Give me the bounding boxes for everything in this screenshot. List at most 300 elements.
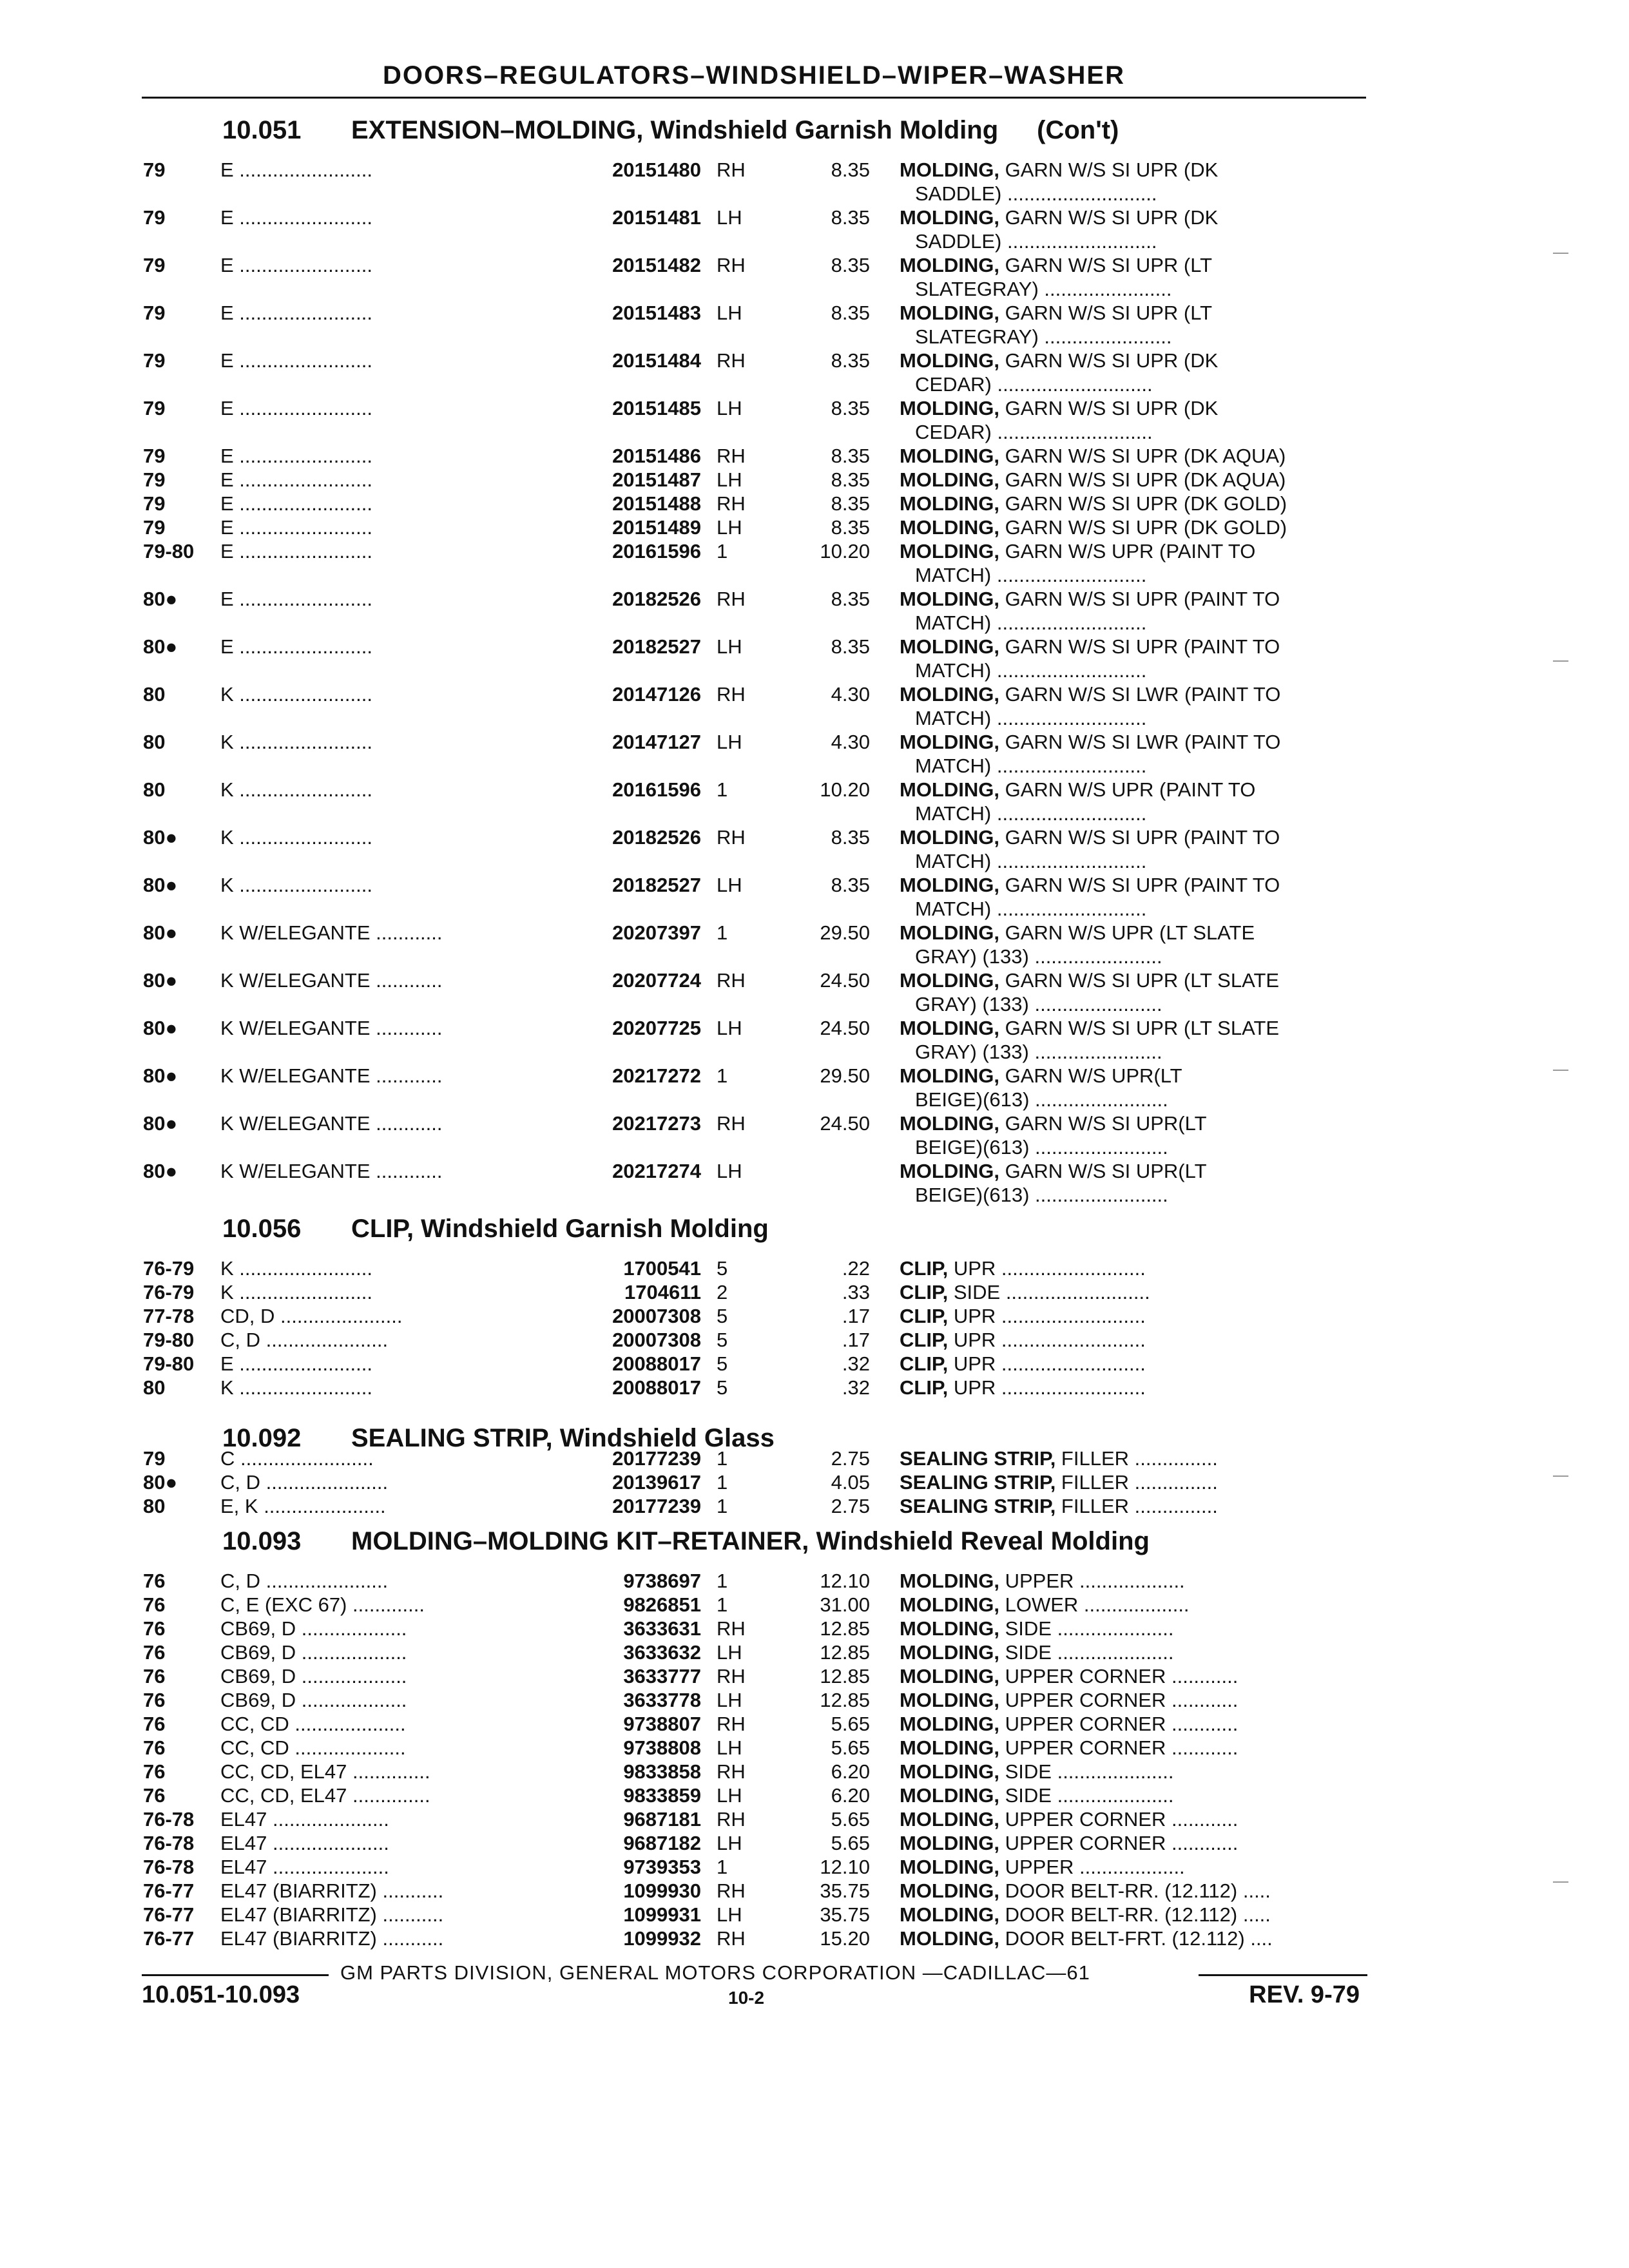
description-text: UPPER ................... [999,1856,1185,1878]
price-cell: 29.50 [820,1064,870,1087]
year-cell: 76-78 [143,1856,195,1878]
description-cell [900,1736,1367,1760]
style-cell: C, D ...................... [220,1570,389,1592]
description-text: GARN W/S SI UPR (DK AQUA) [999,445,1286,467]
table-row-continuation [0,706,1629,730]
description-keyword: CLIP, [900,1305,949,1327]
style-cell: K ........................ [220,731,372,753]
description-continuation: SADDLE) ........................... [915,182,1157,205]
description-keyword: MOLDING, [900,1064,999,1087]
description-text: UPPER CORNER ............ [999,1689,1239,1711]
year-cell: 79-80 [143,540,195,562]
description-cell [900,1376,1367,1399]
description-keyword: MOLDING, [900,1903,999,1926]
price-cell: 35.75 [820,1879,870,1902]
price-cell: 12.85 [820,1665,870,1687]
description-keyword: MOLDING, [900,1017,999,1039]
description-keyword: MOLDING, [900,588,999,610]
description-text: UPR .......................... [948,1352,1146,1375]
part-number-cell: 20088017 [612,1376,701,1399]
price-cell: 15.20 [820,1927,870,1950]
footer-rule-left [142,1974,329,1976]
description-text: SIDE .......................... [948,1281,1150,1303]
year-cell: 80 [143,683,166,706]
description-text: SIDE ..................... [999,1641,1174,1664]
year-cell: 79 [143,516,166,539]
quantity-cell: LH [717,1784,742,1807]
quantity-cell: LH [717,397,742,419]
year-cell: 79-80 [143,1352,195,1375]
style-cell: E ........................ [220,254,372,276]
part-number-cell: 3633632 [623,1641,701,1664]
table-row [0,1593,1629,1617]
part-number-cell: 1099931 [623,1903,701,1926]
quantity-cell: 1 [717,1570,728,1592]
quantity-cell: RH [717,254,746,276]
part-number-cell: 1099930 [623,1879,701,1902]
footer-publisher: GM PARTS DIVISION, GENERAL MOTORS CORPORATION —CADILLAC—61 [340,1961,1090,1984]
style-cell: CB69, D ................... [220,1689,407,1711]
year-cell: 80● [143,826,178,849]
description-cell [900,1712,1367,1736]
part-number-cell: 20207397 [612,921,701,944]
description-cell [900,158,1367,182]
description-cell [900,1640,1367,1664]
style-cell: K ........................ [220,778,372,801]
table-row [0,1640,1629,1664]
description-keyword: MOLDING, [900,921,999,944]
description-text: GARN W/S SI UPR (DK [999,206,1219,229]
year-cell: 79 [143,397,166,419]
quantity-cell: RH [717,1760,746,1783]
price-cell: 4.30 [831,731,870,753]
description-text: LOWER ................... [999,1593,1190,1616]
style-cell: E ........................ [220,206,372,229]
price-cell: 8.35 [831,588,870,610]
description-keyword: MOLDING, [900,302,999,324]
table-row-continuation [0,849,1629,873]
price-cell: 12.10 [820,1570,870,1592]
quantity-cell: LH [717,1689,742,1711]
description-continuation: GRAY) (133) ....................... [915,993,1162,1015]
part-number-cell: 9739353 [623,1856,701,1878]
table-row [0,730,1629,754]
year-cell: 76 [143,1689,166,1711]
description-continuation: GRAY) (133) ....................... [915,945,1162,968]
description-cell [900,921,1367,945]
description-text: GARN W/S SI UPR (DK [999,397,1219,419]
quantity-cell: RH [717,1112,746,1135]
year-cell: 76 [143,1570,166,1592]
quantity-cell: 1 [717,921,728,944]
part-number-cell: 20151483 [612,302,701,324]
style-cell: K W/ELEGANTE ............ [220,1112,443,1135]
description-keyword: CLIP, [900,1281,949,1303]
price-cell: 8.35 [831,468,870,491]
part-number-cell: 3633778 [623,1689,701,1711]
description-text: GARN W/S SI UPR (DK [999,349,1219,372]
style-cell: CB69, D ................... [220,1641,407,1664]
description-text: UPR .......................... [948,1376,1146,1399]
part-number-cell: 1099932 [623,1927,701,1950]
table-row [0,539,1629,563]
margin-mark [1553,1881,1568,1883]
part-number-cell: 20139617 [612,1471,701,1494]
price-cell: 8.35 [831,206,870,229]
table-row [0,587,1629,611]
price-cell: 12.85 [820,1641,870,1664]
description-cell [900,1617,1367,1640]
part-number-cell: 20147127 [612,731,701,753]
description-text: GARN W/S SI UPR(LT [999,1160,1207,1182]
section-title: EXTENSION–MOLDING, Windshield Garnish Molding [351,116,999,144]
price-cell: 8.35 [831,445,870,467]
year-cell: 80● [143,921,178,944]
description-text: GARN W/S UPR (PAINT TO [999,778,1256,801]
quantity-cell: 1 [717,1856,728,1878]
quantity-cell: LH [717,1160,742,1182]
quantity-cell: 5 [717,1352,728,1375]
description-text: GARN W/S SI UPR (PAINT TO [999,874,1280,896]
price-cell: 5.65 [831,1808,870,1831]
style-cell: E ........................ [220,540,372,562]
description-keyword: MOLDING, [900,349,999,372]
table-row [0,1664,1629,1688]
table-row [0,253,1629,277]
description-keyword: CLIP, [900,1376,949,1399]
section-heading [222,1215,769,1244]
style-cell: EL47 ..................... [220,1808,389,1831]
table-row [0,778,1629,802]
description-continuation: MATCH) ........................... [915,898,1147,920]
description-cell [900,1688,1367,1712]
table-row [0,1617,1629,1640]
footer-section-range: 10.051-10.093 [142,1981,300,2008]
table-row [0,1783,1629,1807]
style-cell: K ........................ [220,826,372,849]
table-row-continuation [0,1183,1629,1207]
style-cell: K ........................ [220,874,372,896]
description-keyword: MOLDING, [900,1879,999,1902]
style-cell: E ........................ [220,635,372,658]
year-cell: 76-77 [143,1879,195,1902]
table-row-continuation [0,1088,1629,1111]
table-row-continuation [0,945,1629,968]
year-cell: 80 [143,1495,166,1517]
year-cell: 79 [143,468,166,491]
quantity-cell: RH [717,1713,746,1735]
description-text: UPPER CORNER ............ [999,1713,1239,1735]
description-keyword: MOLDING, [900,635,999,658]
style-cell: CC, CD, EL47 .............. [220,1784,430,1807]
description-keyword: MOLDING, [900,1641,999,1664]
price-cell: 8.35 [831,302,870,324]
description-cell [900,1855,1367,1879]
description-keyword: MOLDING, [900,1760,999,1783]
price-cell: 31.00 [820,1593,870,1616]
year-cell: 76-77 [143,1927,195,1950]
style-cell: K W/ELEGANTE ............ [220,1064,443,1087]
part-number-cell: 20151484 [612,349,701,372]
description-text: SIDE ..................... [999,1760,1174,1783]
part-number-cell: 20161596 [612,778,701,801]
description-cell [900,444,1367,468]
quantity-cell: LH [717,731,742,753]
description-cell [900,635,1367,658]
year-cell: 80● [143,1064,178,1087]
quantity-cell: LH [717,302,742,324]
description-keyword: MOLDING, [900,1713,999,1735]
part-number-cell: 20182527 [612,874,701,896]
part-number-cell: 20177239 [612,1495,701,1517]
description-cell [900,1494,1367,1518]
table-row [0,1494,1629,1518]
part-number-cell: 20217274 [612,1160,701,1182]
part-number-cell: 1704611 [624,1281,701,1303]
description-continuation: MATCH) ........................... [915,850,1147,872]
year-cell: 76 [143,1760,166,1783]
style-cell: EL47 (BIARRITZ) ........... [220,1927,444,1950]
table-row [0,1064,1629,1088]
description-continuation: SLATEGRAY) ....................... [915,325,1172,348]
quantity-cell: RH [717,683,746,706]
year-cell: 76 [143,1593,166,1616]
description-cell [900,1111,1367,1135]
part-number-cell: 20151485 [612,397,701,419]
price-cell: 8.35 [831,397,870,419]
style-cell: C ........................ [220,1447,374,1470]
table-row-continuation [0,325,1629,349]
margin-mark [1553,1475,1568,1477]
quantity-cell: LH [717,1017,742,1039]
year-cell: 79 [143,492,166,515]
description-cell [900,825,1367,849]
table-row [0,301,1629,325]
table-row [0,1328,1629,1352]
part-number-cell: 9738808 [623,1736,701,1759]
table-row [0,1688,1629,1712]
style-cell: CC, CD .................... [220,1713,406,1735]
price-cell: .33 [842,1281,870,1303]
description-keyword: SEALING STRIP, [900,1495,1056,1517]
description-cell [900,1664,1367,1688]
year-cell: 76 [143,1713,166,1735]
year-cell: 79-80 [143,1329,195,1351]
quantity-cell: LH [717,206,742,229]
year-cell: 80● [143,969,178,992]
style-cell: C, E (EXC 67) ............. [220,1593,425,1616]
quantity-cell: 1 [717,1447,728,1470]
description-keyword: MOLDING, [900,683,999,706]
description-keyword: MOLDING, [900,206,999,229]
description-cell [900,873,1367,897]
year-cell: 80 [143,778,166,801]
description-cell [900,396,1367,420]
year-cell: 79 [143,254,166,276]
description-continuation: GRAY) (133) ....................... [915,1041,1162,1063]
quantity-cell: RH [717,445,746,467]
table-row-continuation [0,802,1629,825]
footer-page-number: 10-2 [728,1988,765,2008]
quantity-cell: LH [717,1832,742,1854]
style-cell: K ........................ [220,1281,372,1303]
table-row-continuation [0,658,1629,682]
section-heading [222,1527,1150,1556]
description-cell [900,1280,1367,1304]
description-keyword: MOLDING, [900,1593,999,1616]
style-cell: E, K ...................... [220,1495,386,1517]
description-keyword: MOLDING, [900,1665,999,1687]
description-text: GARN W/S UPR (PAINT TO [999,540,1256,562]
part-number-cell: 3633631 [623,1617,701,1640]
description-keyword: MOLDING, [900,159,999,181]
table-row-continuation [0,182,1629,206]
section-heading [222,116,1119,145]
price-cell: 8.35 [831,254,870,276]
description-cell [900,1593,1367,1617]
description-cell [900,1879,1367,1903]
quantity-cell: RH [717,1879,746,1902]
year-cell: 80● [143,1017,178,1039]
part-number-cell: 9687182 [623,1832,701,1854]
description-keyword: MOLDING, [900,1689,999,1711]
quantity-cell: 5 [717,1329,728,1351]
price-cell: .17 [842,1305,870,1327]
table-row-continuation [0,992,1629,1016]
year-cell: 76-78 [143,1808,195,1831]
description-continuation: MATCH) ........................... [915,611,1147,634]
part-number-cell: 20151481 [612,206,701,229]
price-cell: 8.35 [831,826,870,849]
description-text: FILLER ............... [1055,1447,1218,1470]
quantity-cell: LH [717,635,742,658]
section-number: 10.056 [222,1215,302,1243]
part-number-cell: 20207725 [612,1017,701,1039]
description-keyword: CLIP, [900,1352,949,1375]
description-text: GARN W/S SI UPR (PAINT TO [999,588,1280,610]
table-row [0,1352,1629,1376]
table-row [0,1736,1629,1760]
description-continuation: BEIGE)(613) ........................ [915,1136,1168,1158]
price-cell: 29.50 [820,921,870,944]
price-cell: 12.85 [820,1689,870,1711]
section-title: SEALING STRIP, Windshield Glass [351,1424,775,1452]
year-cell: 80● [143,635,178,658]
table-row [0,825,1629,849]
style-cell: EL47 (BIARRITZ) ........... [220,1903,444,1926]
description-continuation: MATCH) ........................... [915,564,1147,586]
description-cell [900,1760,1367,1783]
table-row [0,1879,1629,1903]
quantity-cell: 1 [717,1593,728,1616]
table-row-continuation [0,611,1629,635]
table-row-continuation [0,897,1629,921]
price-cell: 8.35 [831,492,870,515]
description-cell [900,1807,1367,1831]
price-cell: 5.65 [831,1736,870,1759]
style-cell: EL47 (BIARRITZ) ........... [220,1879,444,1902]
price-cell: 6.20 [831,1760,870,1783]
part-number-cell: 20151488 [612,492,701,515]
margin-mark [1553,253,1568,254]
style-cell: K ........................ [220,1376,372,1399]
price-cell: 8.35 [831,874,870,896]
part-number-cell: 20151487 [612,468,701,491]
description-cell [900,206,1367,229]
part-number-cell: 20161596 [612,540,701,562]
year-cell: 79 [143,445,166,467]
style-cell: C, D ...................... [220,1329,389,1351]
description-text: SIDE ..................... [999,1617,1174,1640]
description-text: GARN W/S SI LWR (PAINT TO [999,731,1281,753]
quantity-cell: 5 [717,1257,728,1280]
year-cell: 80● [143,874,178,896]
table-row [0,1831,1629,1855]
description-continuation: BEIGE)(613) ........................ [915,1088,1168,1111]
table-row-continuation [0,420,1629,444]
quantity-cell: RH [717,588,746,610]
year-cell: 76 [143,1617,166,1640]
quantity-cell: LH [717,1641,742,1664]
description-cell [900,1927,1367,1950]
description-cell [900,730,1367,754]
description-keyword: SEALING STRIP, [900,1471,1056,1494]
style-cell: K W/ELEGANTE ............ [220,969,443,992]
description-keyword: MOLDING, [900,1808,999,1831]
price-cell: 8.35 [831,635,870,658]
table-row-continuation [0,1135,1629,1159]
table-row [0,968,1629,992]
part-number-cell: 20151480 [612,159,701,181]
part-number-cell: 1700541 [623,1257,701,1280]
quantity-cell: RH [717,1808,746,1831]
style-cell: K W/ELEGANTE ............ [220,1017,443,1039]
description-keyword: MOLDING, [900,1784,999,1807]
quantity-cell: LH [717,874,742,896]
year-cell: 80● [143,588,178,610]
price-cell: 24.50 [820,1017,870,1039]
description-text: SIDE ..................... [999,1784,1174,1807]
description-cell [900,1064,1367,1088]
description-cell [900,1569,1367,1593]
table-row [0,1855,1629,1879]
description-keyword: MOLDING, [900,1112,999,1135]
table-row [0,492,1629,515]
table-row [0,1111,1629,1135]
quantity-cell: LH [717,468,742,491]
price-cell: 4.30 [831,683,870,706]
table-row [0,515,1629,539]
footer-rule-right [1199,1974,1367,1976]
description-cell [900,253,1367,277]
description-cell [900,515,1367,539]
description-cell [900,349,1367,372]
description-text: UPPER CORNER ............ [999,1808,1239,1831]
style-cell: E ........................ [220,445,372,467]
part-number-cell: 20217273 [612,1112,701,1135]
table-row [0,1016,1629,1040]
year-cell: 79 [143,349,166,372]
description-text: GARN W/S SI LWR (PAINT TO [999,683,1281,706]
price-cell: 4.05 [831,1471,870,1494]
part-number-cell: 20182526 [612,826,701,849]
quantity-cell: 1 [717,540,728,562]
description-keyword: MOLDING, [900,492,999,515]
style-cell: E ........................ [220,397,372,419]
description-keyword: CLIP, [900,1329,949,1351]
price-cell: .22 [842,1257,870,1280]
style-cell: CB69, D ................... [220,1665,407,1687]
